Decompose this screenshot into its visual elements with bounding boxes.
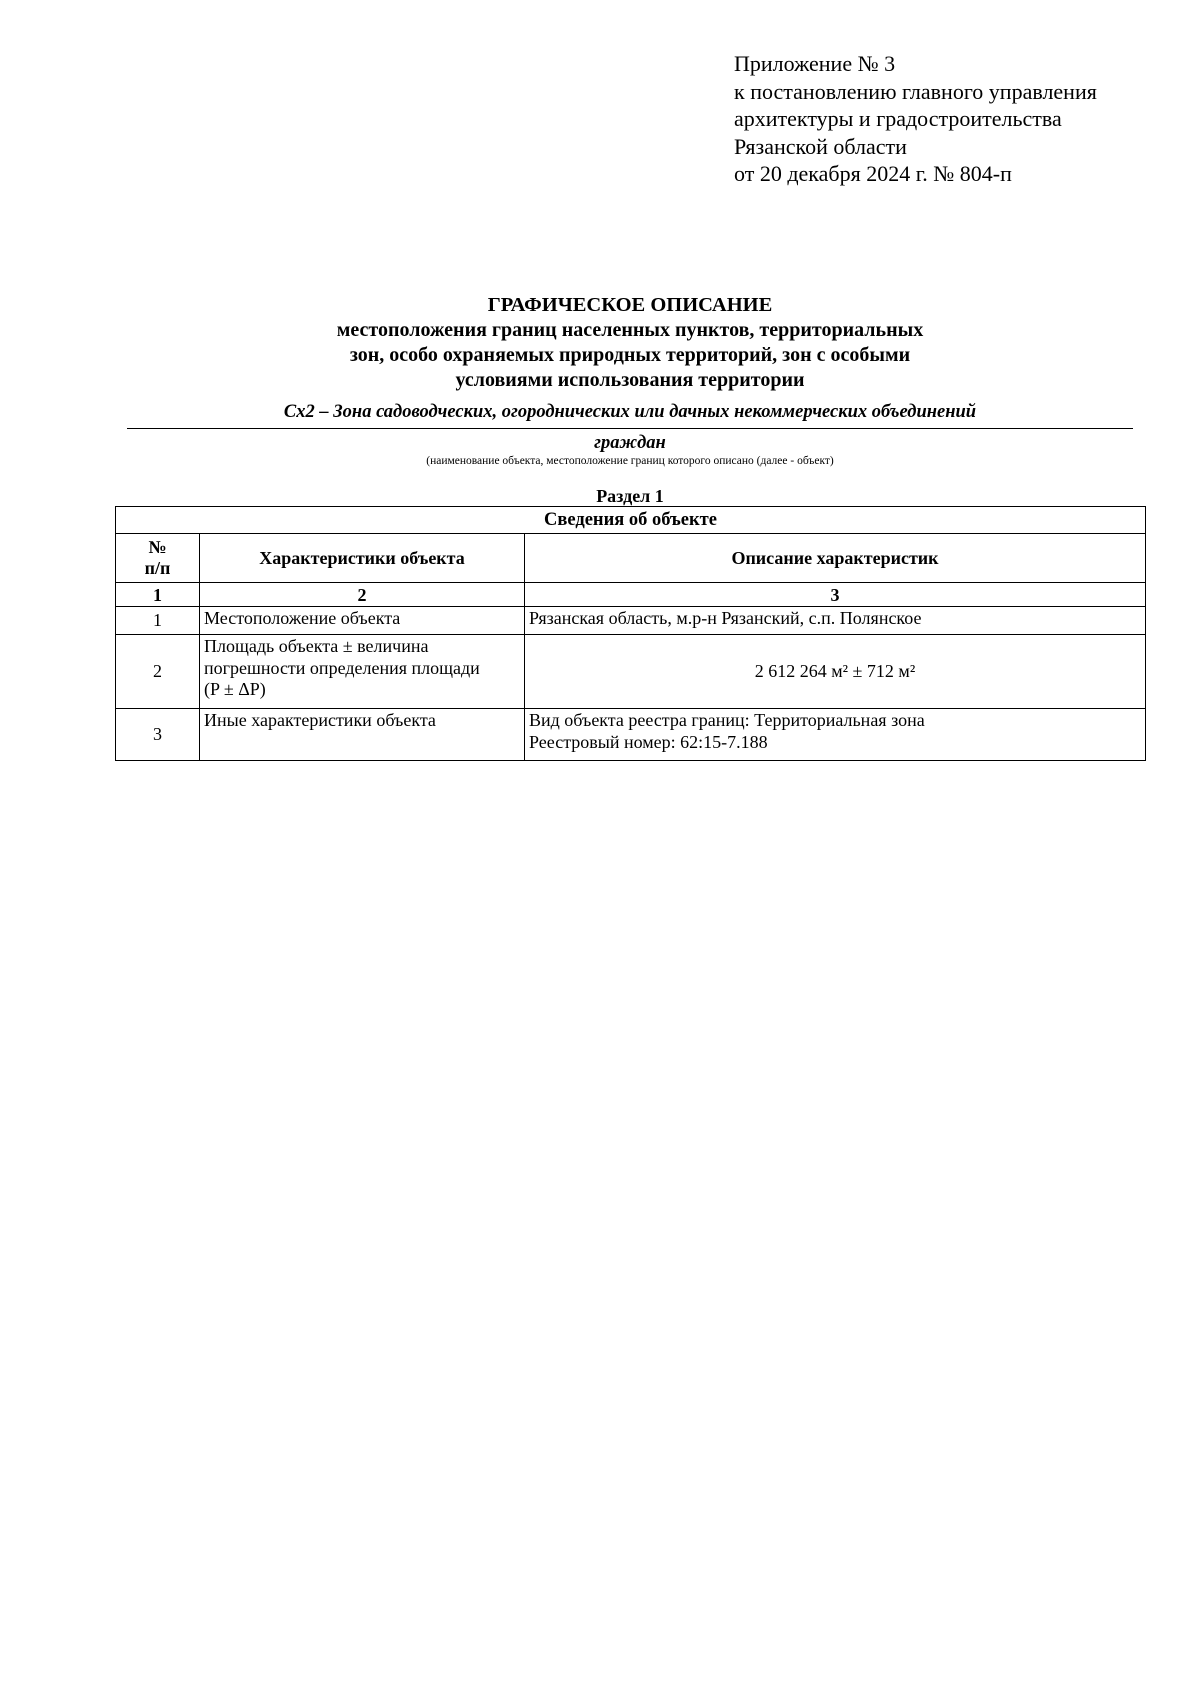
title-sub-line: условиями использования территории: [455, 369, 805, 391]
row-description: [525, 607, 1146, 635]
table-row: [116, 635, 1146, 709]
table-row: [116, 607, 1146, 635]
table-caption-row: [116, 507, 1146, 534]
characteristic-line: Иные характеристики объекта: [204, 710, 436, 730]
table-caption: Сведения об объекте: [116, 507, 1146, 534]
column-number-row: [116, 583, 1146, 607]
row-description: [525, 635, 1146, 709]
description-line: Рязанская область, м.р-н Рязанский, с.п. Полянское: [529, 608, 922, 628]
description-line: Реестровый номер: 62:15-7.188: [529, 731, 768, 752]
row-number: 3: [116, 709, 200, 761]
object-name: Сх2 – Зона садоводческих, огороднических или дачных некоммерческих объединений: [283, 402, 977, 422]
characteristic-line: Местоположение объекта: [204, 608, 401, 628]
object-name-continued: граждан: [594, 433, 666, 453]
description-line: 2 612 264 м² ± 712 м²: [754, 661, 916, 681]
appendix-block: [734, 50, 1097, 188]
title-sub-line: местоположения границ населенных пунктов, территориальных: [336, 319, 924, 341]
object-caption: (наименование объекта, местоположение границ которого описано (далее - объект): [426, 455, 834, 467]
row-characteristic: [200, 635, 525, 709]
row-characteristic: [200, 607, 525, 635]
title-sub-line: зон, особо охраняемых природных территорий, зон с особыми: [349, 344, 911, 366]
header-num-line: п/п: [144, 558, 171, 578]
header-num-line: №: [148, 537, 167, 557]
header-characteristics: Характеристики объекта: [200, 534, 525, 583]
header-num: [116, 534, 200, 583]
row-number: 2: [116, 635, 200, 709]
column-number: 3: [525, 583, 1146, 607]
title-main: ГРАФИЧЕСКОЕ ОПИСАНИЕ: [487, 294, 773, 316]
appendix-line: архитектуры и градостроительства: [734, 106, 1062, 131]
appendix-line: Рязанской области: [734, 133, 907, 159]
column-number: 1: [116, 583, 200, 607]
object-name-underline: [127, 428, 1133, 429]
characteristic-line: (P ± ΔP): [204, 679, 266, 699]
appendix-line: к постановлению главного управления: [734, 78, 1097, 104]
table-header-row: [116, 534, 1146, 583]
object-info-table: [115, 506, 1146, 761]
header-description: Описание характеристик: [525, 534, 1146, 583]
column-number: 2: [200, 583, 525, 607]
document-title: [120, 293, 1140, 393]
description-line: Вид объекта реестра границ: Территориальная зона: [529, 710, 925, 730]
section-title: Раздел 1: [596, 486, 664, 506]
table-row: [116, 709, 1146, 761]
row-characteristic: [200, 709, 525, 761]
appendix-line: от 20 декабря 2024 г. № 804-п: [734, 161, 1012, 186]
appendix-line: Приложение № 3: [734, 51, 896, 76]
characteristic-line: погрешности определения площади: [204, 657, 480, 678]
row-number: 1: [116, 607, 200, 635]
row-description: [525, 709, 1146, 761]
characteristic-line: Площадь объекта ± величина: [204, 636, 429, 656]
